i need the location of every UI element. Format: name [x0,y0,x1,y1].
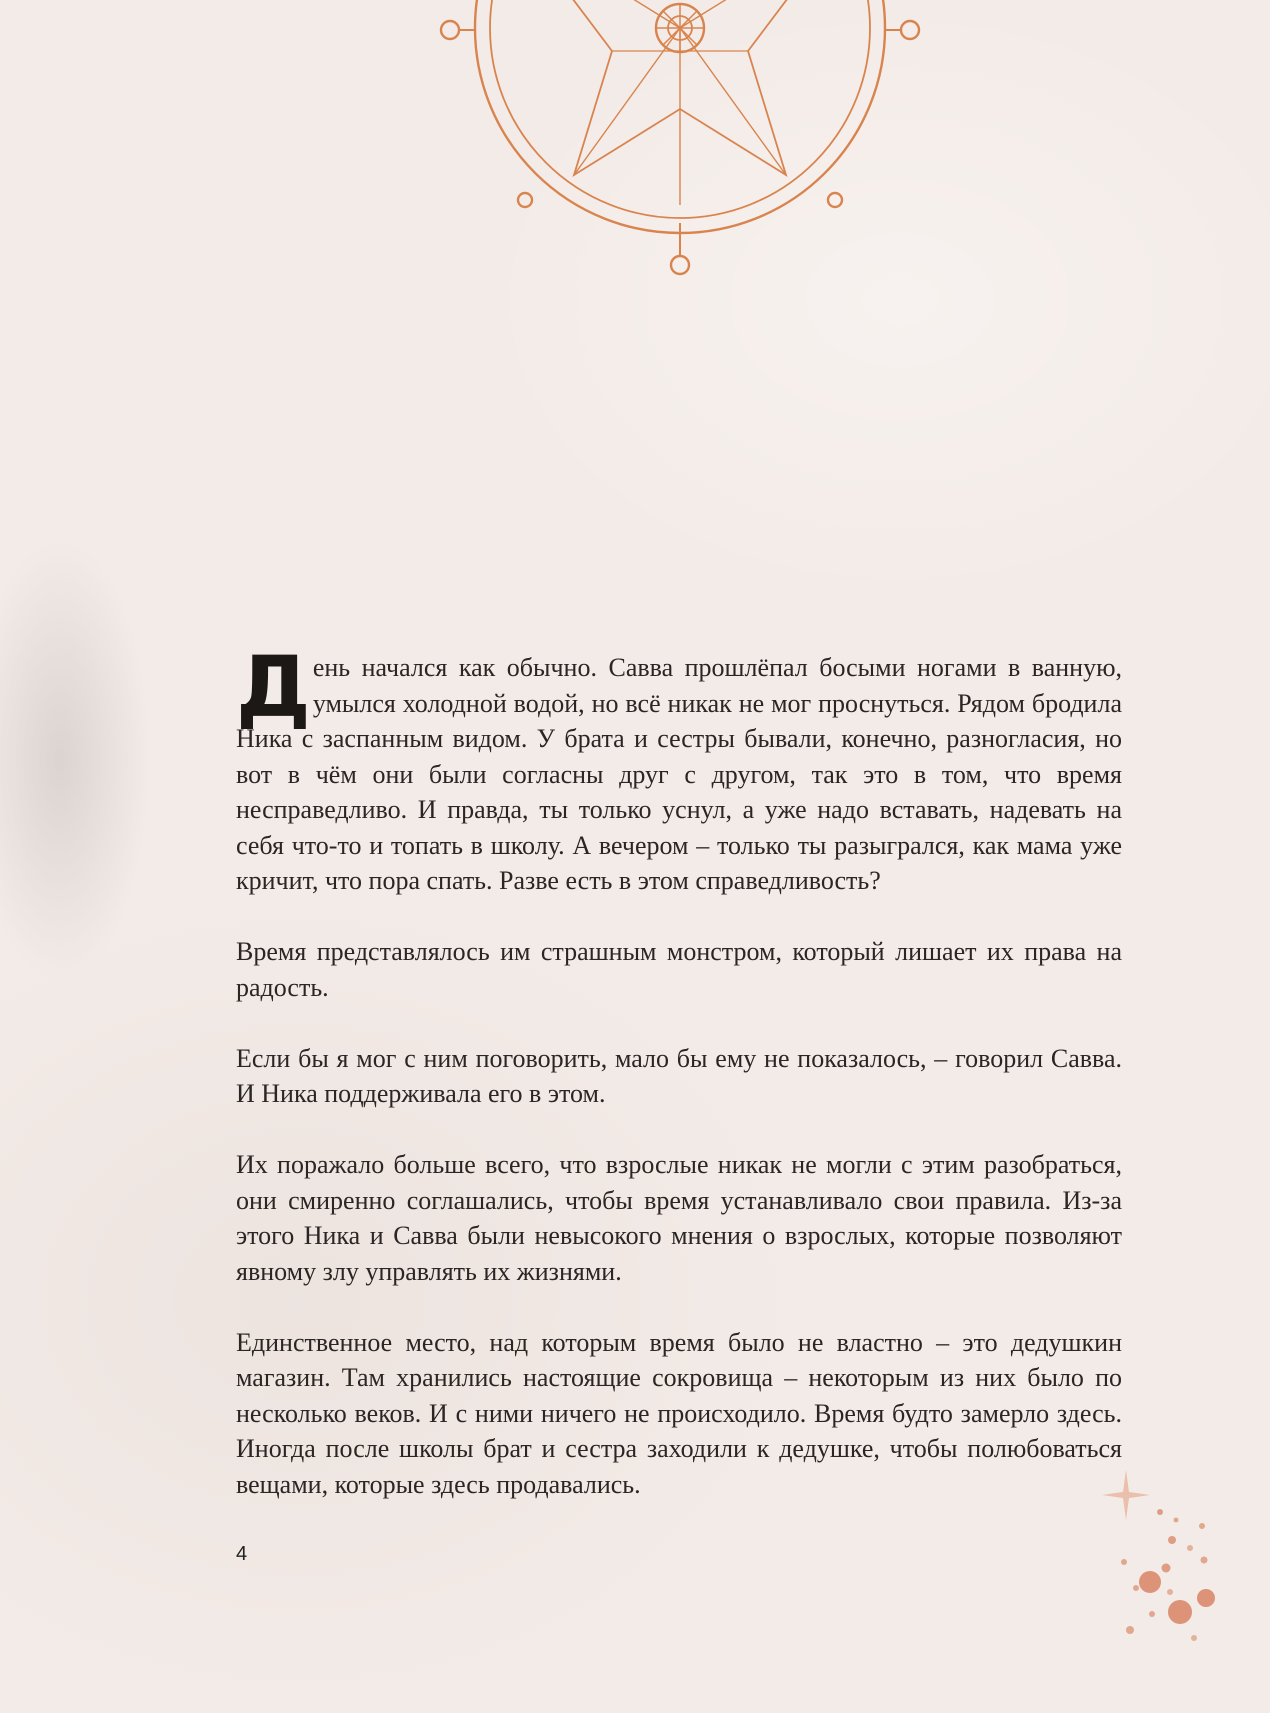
paragraph-3: Если бы я мог с ним поговорить, мало бы ему не показалось, – говорил Савва. И Ника поддерживала его в этом. [236,1043,1122,1108]
paragraph-4: Их поражало больше всего, что взрослые никак не могли с этим разобраться, они смиренно соглашались, чтобы время устанавливало свои правила. Из-за этого Ника и Савва были невысокого мнения о взрослых, которые позволяют явному злу управлять их жизнями. [236,1150,1122,1286]
paragraph-1-text: ень начался как обычно. Савва прошлёпал босыми ногами в ванную, умылся холодной водой, но всё никак не мог проснуться. Рядом бродила Ника с заспанным видом. У брата и сестры бывали, конечно, разногласия, но вот в чём они были согласны друг с другом, так это в том, что время несправедливо. И правда, ты только уснул, а уже надо вставать, надевать на себя что-то и топать в школу. А вечером – только ты разыгрался, как мама уже кричит, что пора спать. Разве есть в этом справедливость? [236,653,1122,895]
page-number: 4 [236,1543,248,1565]
paragraph-5: Единственное место, над которым время было не властно – это дедушкин магазин. Там хранились настоящие сокровища – некоторым из них было по несколько веков. И с ними ничего не происходило. Время будто замерло здесь. Иногда после школы брат и сестра заходили к дедушке, чтобы полюбоваться вещами, которые здесь продавались. [236,1327,1122,1499]
paragraph-2: Время представлялось им страшным монстром, который лишает их права на радость. [236,937,1122,1002]
drop-cap: Д [236,638,311,736]
sparkle-dots-decoration [1090,1470,1230,1650]
story-text [236,638,1122,1538]
paragraph-1 [236,638,1122,899]
star-compass-ornament [430,0,930,285]
